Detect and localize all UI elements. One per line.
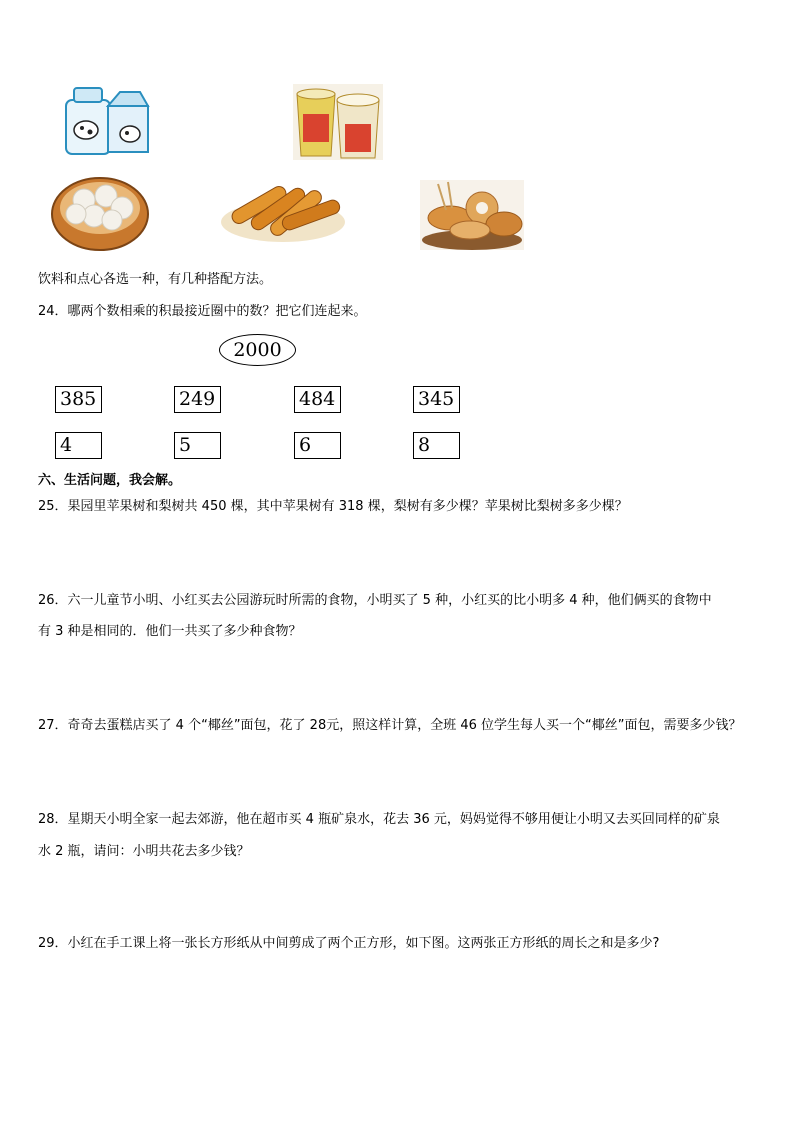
q26-question-line1: 26．六一儿童节小明、小红买去公园游玩时所需的食物，小明买了 5 种，小红买的比小明多 4 种，他们俩买的食物中 [38,593,712,608]
number-box-top-2: 249 [174,386,221,413]
bread-basket-image [420,180,524,250]
q25-question-text: 25．果园里苹果树和梨树共 450 棵，其中苹果树有 318 棵，梨树有多少棵？苹果树比梨树多多少棵？ [38,499,628,514]
number-box-top-3: 484 [294,386,341,413]
number-box-top-4: 345 [413,386,460,413]
milk-cartons-image [64,86,152,156]
section-heading: 六、生活问题，我会解。 [38,473,182,488]
drink-cups-image [293,84,383,160]
q26-question-line2: 有 3 种是相同的．他们一共买了多少种食物？ [38,624,302,639]
steamed-buns-image [50,164,150,254]
fried-dough-sticks-image [219,168,347,248]
q28-question-line2: 水 2 瓶，请问：小明共花去多少钱？ [38,844,250,859]
q27-question-text: 27．奇奇去蛋糕店买了 4 个“椰丝”面包，花了 28元，照这样计算，全班 46 位学生每人买一个“椰丝”面包，需要多少钱？ [38,718,742,733]
circled-target-number: 2000 [219,334,296,366]
number-box-bottom-4: 8 [413,432,460,459]
number-box-bottom-2: 5 [174,432,221,459]
q28-question-line1: 28．星期天小明全家一起去郊游，他在超市买 4 瓶矿泉水，花去 36 元，妈妈觉得不够用便让小明又去买回同样的矿泉 [38,812,720,827]
number-box-bottom-3: 6 [294,432,341,459]
q23-question-text: 饮料和点心各选一种，有几种搭配方法。 [38,272,273,287]
number-box-top-1: 385 [55,386,102,413]
q24-question-text: 24．哪两个数相乘的积最接近圈中的数？把它们连起来。 [38,304,367,319]
q29-question-text: 29．小红在手工课上将一张长方形纸从中间剪成了两个正方形，如下图。这两张正方形纸的周长之和是多少? [38,936,660,951]
number-box-bottom-1: 4 [55,432,102,459]
